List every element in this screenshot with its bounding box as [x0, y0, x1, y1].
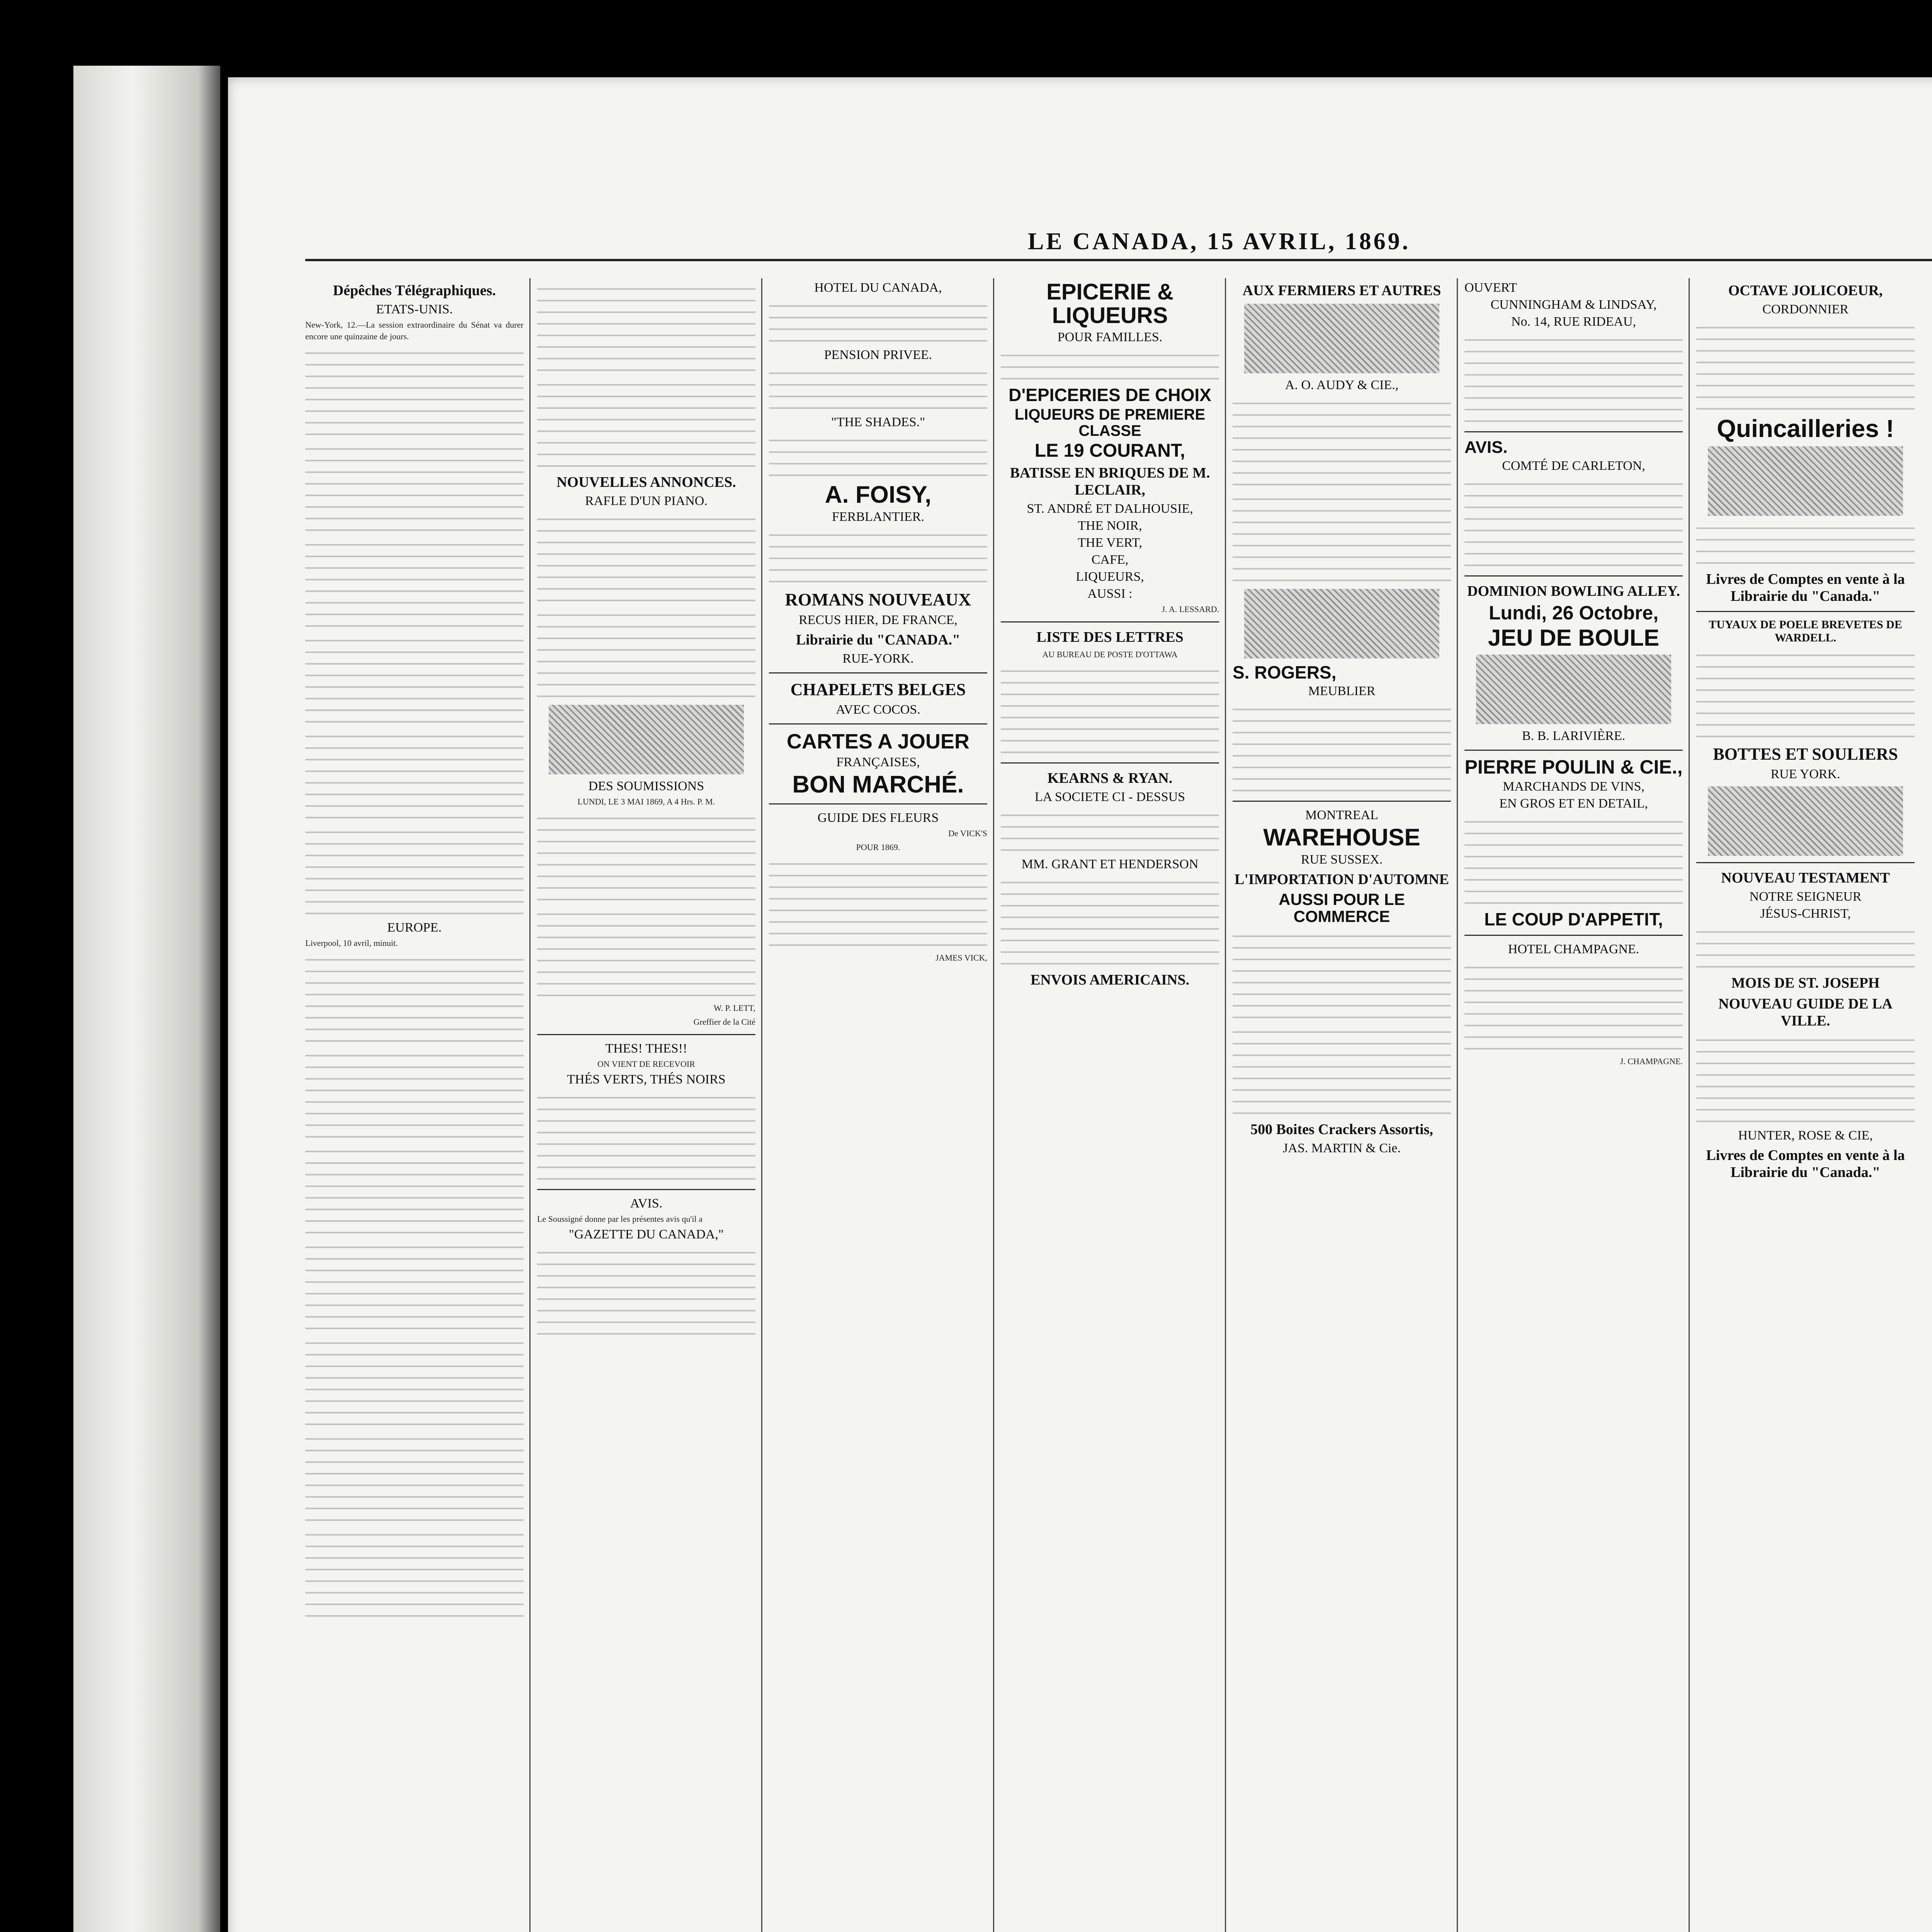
- text-body: [537, 281, 755, 374]
- audy-name: A. O. AUDY & CIE.,: [1285, 378, 1399, 392]
- octave-heading: OCTAVE JOLICOEUR,: [1728, 282, 1883, 299]
- text-body: [537, 1090, 755, 1183]
- nouvelles-heading: NOUVELLES ANNONCES.: [556, 474, 736, 490]
- text-body: [1233, 492, 1451, 584]
- foisy-trade: FERBLANTIER.: [832, 510, 924, 524]
- guide-by: De VICK'S: [948, 828, 987, 838]
- text-body: [305, 633, 524, 726]
- ouvert-heading: OUVERT: [1464, 281, 1517, 295]
- tuyaux-heading: TUYAUX DE POELE BREVETES DE WARDELL.: [1709, 618, 1902, 645]
- text-body: [537, 906, 755, 999]
- guide-heading: GUIDE DES FLEURS: [817, 810, 939, 825]
- text-body: [1464, 476, 1683, 569]
- livres2-heading: Livres de Comptes en vente à la Librairie du "Canada.": [1706, 1147, 1905, 1181]
- chapelets-heading: CHAPELETS BELGES: [790, 680, 966, 699]
- text-body: [537, 377, 755, 470]
- column-divider: [1457, 278, 1458, 1932]
- shades-heading: "THE SHADES.": [831, 415, 925, 429]
- aussi: AUSSI :: [1087, 587, 1133, 601]
- text-body: [1233, 1024, 1451, 1117]
- sussex: RUE SUSSEX.: [1301, 852, 1383, 867]
- text-body: [1696, 1032, 1915, 1125]
- bureau-poste: AU BUREAU DE POSTE D'OTTAWA: [1042, 650, 1178, 660]
- librairie-name: Librairie du "CANADA.": [796, 632, 961, 648]
- column-ouvert: [1464, 278, 1683, 1932]
- kearns-heading: KEARNS & RYAN.: [1047, 770, 1173, 787]
- guide-year: POUR 1869.: [856, 842, 900, 852]
- text-body: [537, 811, 755, 903]
- societe: LA SOCIETE CI - DESSUS: [1034, 790, 1185, 804]
- lariviere: B. B. LARIVIÈRE.: [1522, 728, 1626, 743]
- text-body: [769, 298, 987, 345]
- champagne-signature: J. CHAMPAGNE.: [1620, 1056, 1683, 1066]
- text-body: [305, 952, 524, 1045]
- corner: ST. ANDRÉ ET DALHOUSIE,: [1027, 502, 1193, 516]
- column-notices: [537, 278, 755, 1932]
- column-jolicoeur: [1696, 278, 1915, 1932]
- column-ads-a: [769, 278, 987, 1932]
- column-telegraph: [305, 278, 524, 1932]
- text-body: [305, 1144, 524, 1236]
- hunter: HUNTER, ROSE & CIE,: [1738, 1128, 1873, 1143]
- mois-heading: MOIS DE ST. JOSEPH: [1731, 975, 1880, 992]
- column-divider: [1689, 278, 1690, 1932]
- crackers: 500 Boites Crackers Assortis,: [1250, 1121, 1433, 1138]
- text-body: [769, 527, 987, 585]
- text-body: [1001, 808, 1219, 854]
- jeu-de-boule: JEU DE BOULE: [1488, 624, 1660, 651]
- column-fermiers: [1233, 278, 1451, 1932]
- epicerie-date: LE 19 COURANT,: [1034, 440, 1185, 461]
- gros-detail: EN GROS ET EN DETAIL,: [1499, 796, 1648, 811]
- lettres-heading: LISTE DES LETTRES: [1036, 629, 1184, 646]
- column-divider: [1225, 278, 1226, 1932]
- text-body: [1696, 320, 1915, 413]
- bowling-heading: DOMINION BOWLING ALLEY.: [1467, 583, 1680, 600]
- cartes-sub: FRANÇAISES,: [836, 755, 920, 769]
- epicerie-big2: LIQUEURS DE PREMIERE CLASSE: [1014, 406, 1206, 440]
- text-body: [1001, 875, 1219, 968]
- bon-marche: BON MARCHÉ.: [792, 771, 964, 798]
- seigneur: NOTRE SEIGNEUR: [1749, 889, 1862, 904]
- us-subheading: ETATS-UNIS.: [376, 302, 453, 316]
- lessard: J. A. LESSARD.: [1162, 604, 1219, 614]
- telegraph-heading: Dépêches Télégraphiques.: [333, 282, 496, 299]
- newspaper-page: [228, 77, 1932, 1932]
- text-body: [769, 856, 987, 949]
- shoe-engraving: [1708, 786, 1903, 856]
- text-body: [305, 441, 524, 534]
- text-body: [305, 537, 524, 630]
- romans-sub: RECUS HIER, DE FRANCE,: [799, 613, 957, 628]
- text-body: [537, 607, 755, 700]
- meublier: MEUBLIER: [1308, 684, 1376, 699]
- text-body: [305, 345, 524, 438]
- text-body: [305, 729, 524, 821]
- chapelets-sub: AVEC COCOS.: [836, 702, 920, 717]
- comte: COMTÉ DE CARLETON,: [1502, 459, 1645, 473]
- text-body: [1696, 648, 1915, 740]
- cafe: CAFE,: [1091, 553, 1129, 567]
- text-body: [1696, 520, 1915, 567]
- avis-heading: AVIS.: [630, 1196, 663, 1211]
- guide-heading: NOUVEAU GUIDE DE LA VILLE.: [1718, 996, 1893, 1029]
- text-body: [537, 512, 755, 604]
- martin: JAS. MARTIN & Cie.: [1283, 1141, 1401, 1155]
- lundi: Lundi, 26 Octobre,: [1489, 602, 1658, 624]
- text-body: [537, 1245, 755, 1338]
- soumissions-date: LUNDI, LE 3 MAI 1869, A 4 Hrs. P. M.: [577, 797, 715, 806]
- padlock-engraving: [1708, 446, 1903, 516]
- soumissions-heading: DES SOUMISSIONS: [588, 779, 704, 793]
- engraving-image: [549, 705, 744, 774]
- testament-heading: NOUVEAU TESTAMENT: [1721, 870, 1890, 886]
- livres-heading: Livres de Comptes en vente à la Librairie du "Canada.": [1706, 571, 1905, 605]
- bottes-heading: BOTTES ET SOULIERS: [1713, 745, 1898, 764]
- text-body: [1233, 929, 1451, 1021]
- marchands: MARCHANDS DE VINS,: [1503, 779, 1645, 794]
- us-lead: New-York, 12.—La session extraordinaire du Sénat va durer encore une quinzaine de jours.: [305, 320, 524, 341]
- text-body: [1696, 924, 1915, 971]
- text-body: [1001, 348, 1219, 383]
- quincailleries: Quincailleries !: [1717, 415, 1894, 442]
- column-divider: [529, 278, 531, 1932]
- masthead-rule: [305, 259, 1932, 261]
- hearse-engraving: [1244, 589, 1439, 658]
- text-body: [305, 1431, 524, 1524]
- cunningham-address: No. 14, RUE RIDEAU,: [1511, 315, 1636, 329]
- europe-subheading: EUROPE.: [387, 920, 442, 935]
- text-body: [305, 1527, 524, 1620]
- pension-heading: PENSION PRIVEE.: [824, 348, 932, 362]
- epicerie-heading: EPICERIE & LIQUEURS: [1046, 279, 1173, 328]
- rogers-name: S. ROGERS,: [1233, 662, 1337, 682]
- coup-appetit: LE COUP D'APPETIT,: [1484, 909, 1663, 930]
- signer-name: W. P. LETT,: [713, 1003, 755, 1013]
- text-body: [769, 433, 987, 479]
- importation: L'IMPORTATION D'AUTOMNE: [1235, 871, 1449, 888]
- text-body: [1464, 332, 1683, 425]
- poulin: PIERRE POULIN & CIE.,: [1464, 756, 1683, 778]
- foisy-name: A. FOISY,: [825, 481, 932, 508]
- fermiers-heading: AUX FERMIERS ET AUTRES: [1242, 282, 1441, 299]
- thes-big: THÉS VERTS, THÉS NOIRS: [567, 1072, 726, 1087]
- the-noir: THE NOIR,: [1078, 519, 1142, 533]
- jesus: JÉSUS-CHRIST,: [1760, 906, 1851, 921]
- masthead: LE CANADA, 15 AVRIL, 1869.: [1027, 228, 1411, 255]
- cartes-heading: CARTES A JOUER: [786, 730, 970, 753]
- text-body: [305, 1240, 524, 1332]
- the-vert: THE VERT,: [1078, 536, 1142, 550]
- text-body: [1001, 663, 1219, 756]
- hotel-heading: HOTEL DU CANADA,: [814, 281, 942, 295]
- text-body: [1233, 396, 1451, 488]
- cunningham: CUNNINGHAM & LINDSAY,: [1490, 298, 1657, 312]
- text-body: [305, 1048, 524, 1141]
- binding-spine: [73, 66, 220, 1932]
- epicerie-big1: D'EPICERIES DE CHOIX: [1009, 384, 1211, 405]
- raffle-heading: RAFLE D'UN PIANO.: [585, 494, 707, 508]
- avis-heading: AVIS.: [1464, 438, 1508, 457]
- gazette-name: "GAZETTE DU CANADA,": [569, 1227, 724, 1242]
- brand-mark-image: [1244, 304, 1439, 373]
- thes-heading: THES! THES!!: [605, 1041, 687, 1056]
- vick-signature: JAMES VICK,: [935, 952, 987, 963]
- rue-york: RUE YORK.: [1770, 767, 1840, 782]
- column-divider: [993, 278, 994, 1932]
- grant-henderson: MM. GRANT ET HENDERSON: [1021, 857, 1199, 872]
- hotel-champagne: HOTEL CHAMPAGNE.: [1508, 942, 1639, 957]
- warehouse-top: MONTREAL: [1305, 808, 1378, 823]
- avis-text: Le Soussigné donne par les présentes avis qu'il a: [537, 1214, 702, 1224]
- cordonnier: CORDONNIER: [1762, 302, 1849, 316]
- aussi-commerce: AUSSI POUR LE COMMERCE: [1279, 890, 1405, 926]
- envois-heading: ENVOIS AMERICAINS.: [1031, 972, 1189, 988]
- rue-york: RUE-YORK.: [842, 651, 914, 666]
- bowler-engraving: [1476, 655, 1671, 724]
- text-body: [305, 1335, 524, 1428]
- text-body: [769, 366, 987, 412]
- text-body: [305, 825, 524, 917]
- thes-sub: ON VIENT DE RECEVOIR: [597, 1059, 695, 1069]
- column-epicerie: [1001, 278, 1219, 1932]
- warehouse: WAREHOUSE: [1263, 824, 1420, 851]
- text-body: [1233, 702, 1451, 794]
- liqueurs: LIQUEURS,: [1076, 570, 1144, 584]
- batisse: BATISSE EN BRIQUES DE M. LECLAIR,: [1010, 465, 1210, 498]
- epicerie-sub: POUR FAMILLES.: [1057, 330, 1163, 344]
- romans-heading: ROMANS NOUVEAUX: [785, 590, 971, 610]
- text-body: [1464, 960, 1683, 1053]
- signer-role: Greffier de la Cité: [693, 1017, 755, 1027]
- column-divider: [761, 278, 762, 1932]
- text-body: [1464, 814, 1683, 907]
- europe-lead: Liverpool, 10 avril, minuit.: [305, 938, 398, 948]
